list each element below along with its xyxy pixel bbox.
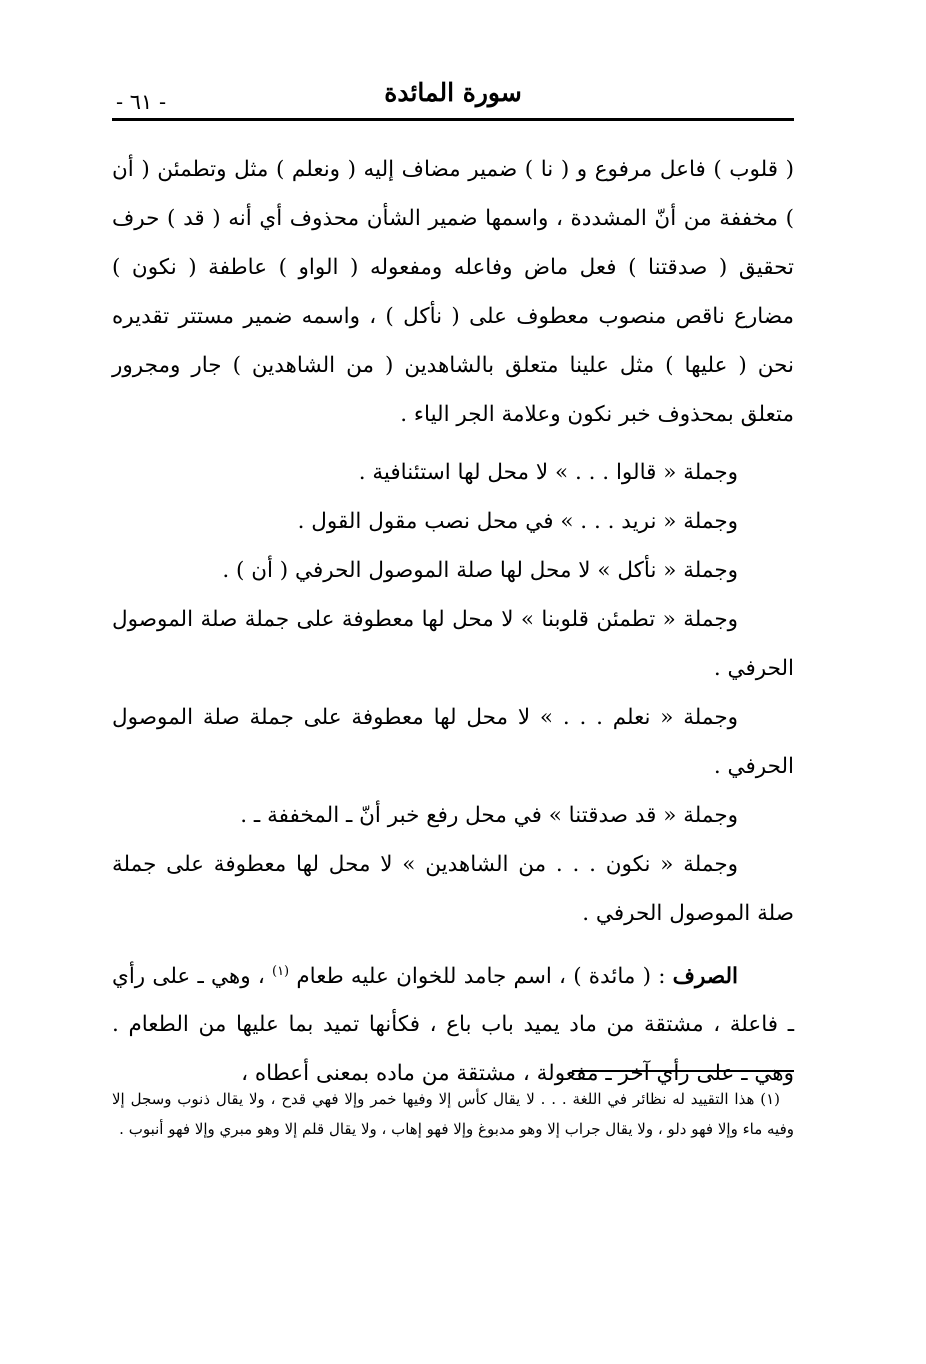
sentence-analysis-7: وجملة « نكون . . . من الشاهدين » لا محل لها معطوفة على جملة صلة الموصول الحرفي . [112, 851, 794, 926]
footnotes [112, 1084, 794, 1144]
footnote-ref[interactable]: (١) [271, 963, 290, 979]
sarf-label: الصرف [672, 963, 738, 989]
sentence-analysis-2: وجملة « نريد . . . » في محل نصب مقول القول . [297, 509, 738, 535]
sentence-analysis-5: وجملة « نعلم . . . » لا محل لها معطوفة على جملة صلة الموصول الحرفي . [112, 704, 794, 779]
sarf-paragraph [112, 953, 794, 1100]
surah-title: سورة المائدة [384, 78, 522, 107]
main-text [112, 146, 794, 1099]
page-number: - ٦١ - [116, 90, 167, 114]
footnote-1: (١) هذا التقييد له نظائر في اللغة . . . لا يقال كأس إلا وفيها خمر وإلا فهي قدح ، ولا يقال ذنوب وسجل إلا وفيه ماء وإلا فهو دلو ، ولا يقال جراب إلا وهو مدبوغ وإلا فهو إهاب ، ولا يقال قلم إلا وهو مبري وإلا فهو أنبوب . [112, 1090, 794, 1138]
sarf-text-a: : ( مائدة ) ، اسم جامد للخوان عليه طعام [296, 963, 666, 989]
sentence-analysis-3: وجملة « نأكل » لا محل لها صلة الموصول الحرفي ( أن ) . [222, 558, 738, 584]
sentence-analysis-6: وجملة « قد صدقتنا » في محل رفع خبر أنّ ـ المخففة ـ . [240, 802, 738, 828]
irab-paragraph: ( قلوب ) فاعل مرفوع و ( نا ) ضمير مضاف إليه ( ونعلم ) مثل وتطمئن ( أن ) مخففة من أنّ المشددة ، واسمها ضمير الشأن محذوف أي أنه ( قد ) حرف تحقيق ( صدقتنا ) فعل ماض وفاعله ومفعوله ( الواو ) عاطفة ( نكون ) مضارع ناقص منصوب معطوف على ( نأكل ) ، واسمه ضمير مستتر تقديره نحن ( عليها ) مثل علينا متعلق بالشاهدين ( من الشاهدين ) جار ومجرور متعلق بمحذوف خبر نكون وعلامة الجر الياء . [112, 157, 794, 427]
header-rule [112, 118, 794, 121]
sarf-text-b: ، وهي ـ على رأي ـ فاعلة ، مشتقة من ماد يميد باب باع ، فكأنها تميد بما عليها من الطعام . وهي ـ على رأي آخر ـ مفعولة ، مشتقة من ماده بمعنى أعطاه ، [112, 963, 794, 1087]
sentence-analysis-1: وجملة « قالوا . . . » لا محل لها استئنافية . [358, 460, 738, 486]
sentence-analysis-4: وجملة « تطمئن قلوبنا » لا محل لها معطوفة على جملة صلة الموصول الحرفي . [112, 607, 794, 682]
footnote-rule [572, 1070, 794, 1072]
page-header [112, 74, 794, 120]
